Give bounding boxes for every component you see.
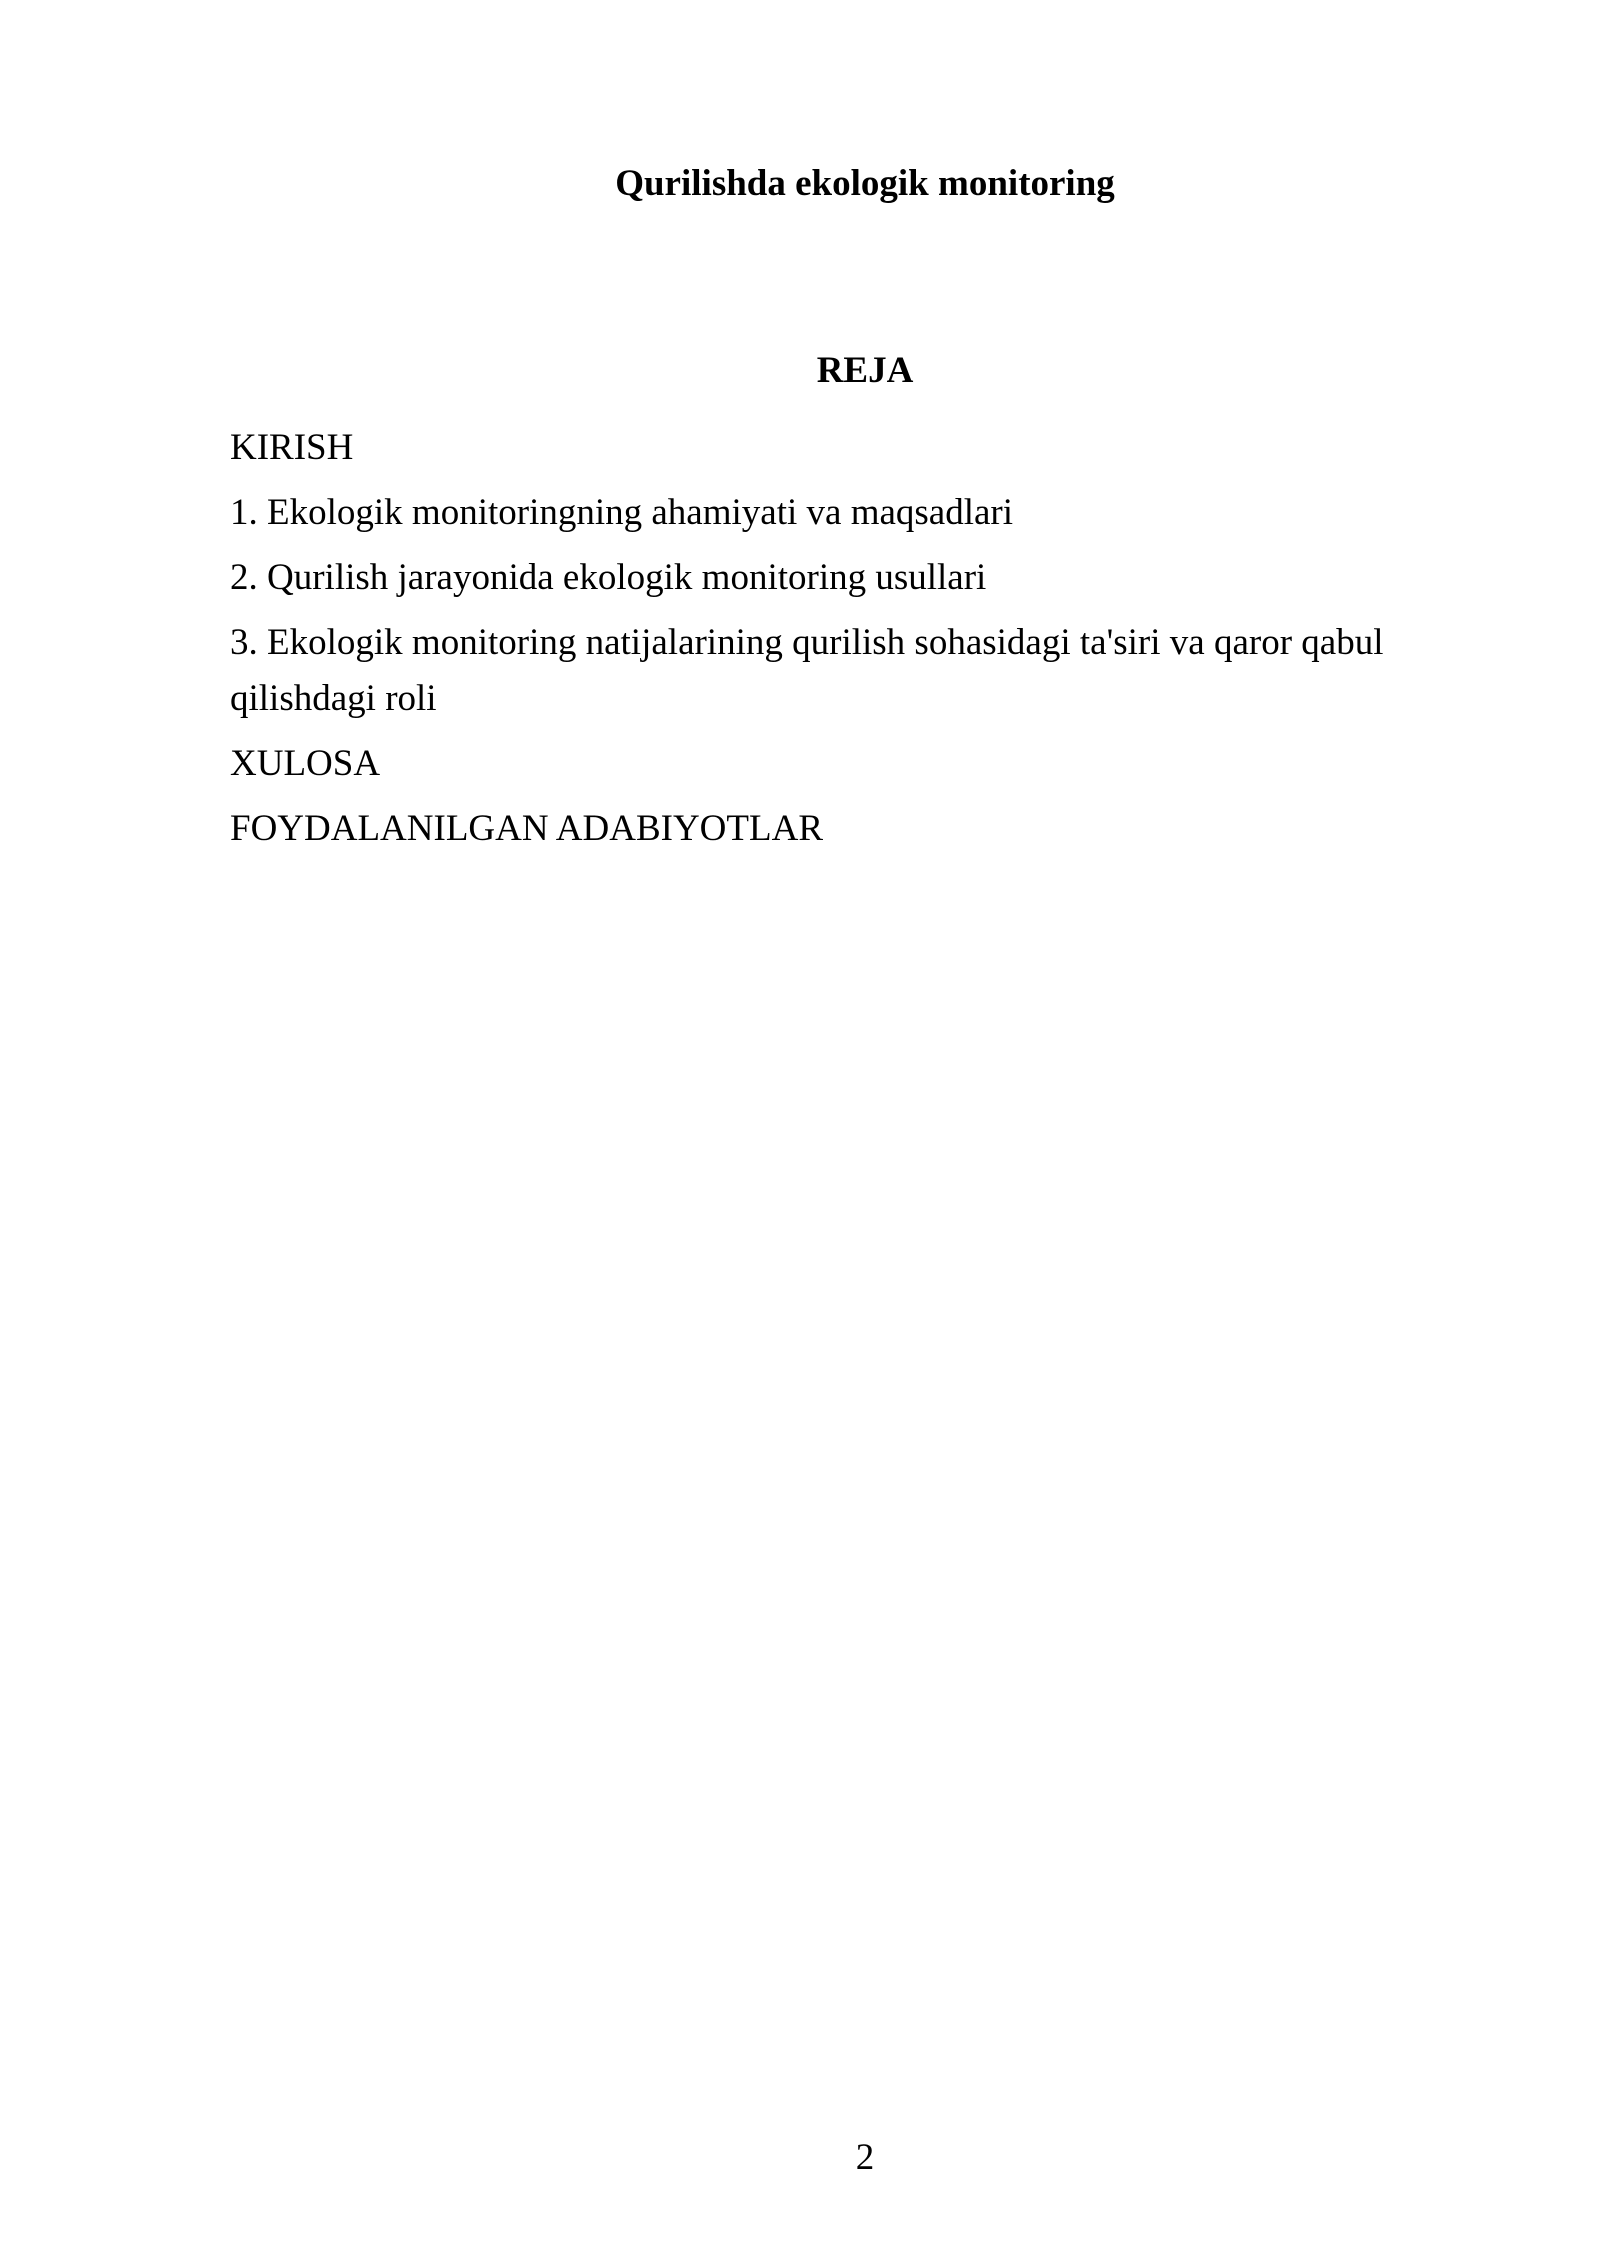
- plan-item-introduction: KIRISH: [230, 427, 354, 468]
- plan-item-3: 3. Ekologik monitoring natijalarining qurilish sohasidagi ta'siri va qaror qabul qilishdagi roli: [230, 622, 1384, 719]
- document-title: Qurilishda ekologik monitoring: [615, 163, 1115, 204]
- plan-item-references: FOYDALANILGAN ADABIYOTLAR: [230, 808, 823, 849]
- plan-heading: REJA: [816, 350, 914, 391]
- page-number: 2: [855, 2137, 875, 2178]
- plan-item-1: 1. Ekologik monitoringning ahamiyati va maqsadlari: [230, 492, 1014, 533]
- plan-item-2: 2. Qurilish jarayonida ekologik monitoring usullari: [230, 557, 987, 598]
- plan-item-conclusion: XULOSA: [230, 743, 381, 784]
- plan-list: [230, 420, 1430, 866]
